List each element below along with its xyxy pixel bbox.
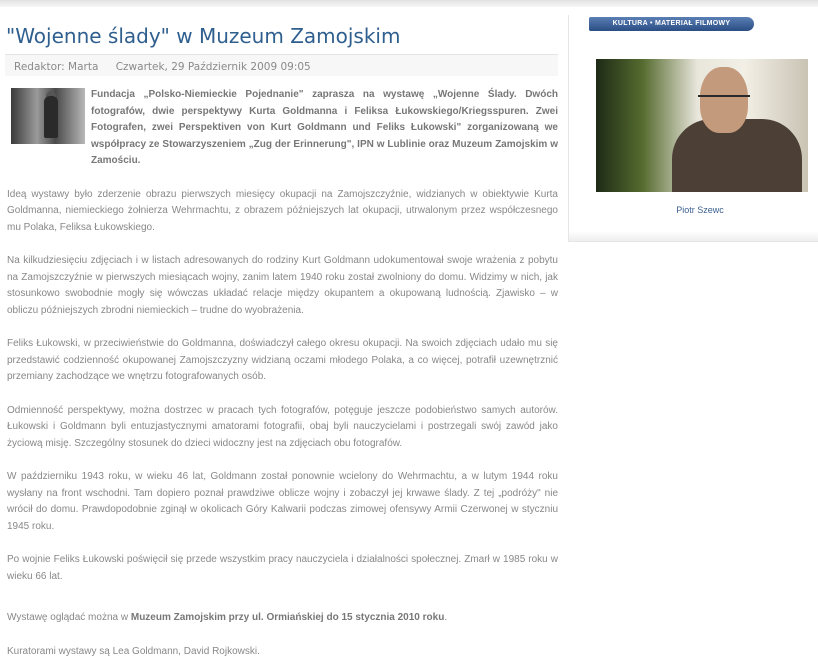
article-photo [11, 88, 85, 144]
article [5, 18, 558, 660]
paragraph-4: Odmienność perspektywy, można dostrzec w pracach tych fotografów, potęguje jeszcze podobieństwo samych autorów. Łukowski i Goldmann byli entuzjastycznymi amatorami fotografii, obaj byli nauczycielami i postrzegali swój zawód jako życiową misję. Szczególny stosunek do dzieci widoczny jest na zdjęciach obu fotografów. [7, 403, 558, 453]
paragraph-2: Na kilkudziesięciu zdjęciach i w listach adresowanych do rodziny Kurt Goldmann udokumentował swoje wrażenia z pobytu na Zamojszczyźnie w pierwszych miesiącach wojny, zanim latem 1940 roku został zwolniony do domu. Widzimy w nich, jak stosunkowo swobodnie mogły się wówczas układać relacje między okupantem a okupowaną ludnością. Zjawisko – w obliczu późniejszych zbrodni niemieckich – trudne do wyobrażenia. [7, 253, 558, 319]
author-label: Redaktor: Marta [14, 61, 98, 73]
paragraph-3: Feliks Łukowski, w przeciwieństwie do Goldmanna, doświadczył całego okresu okupacji. Na swoich zdjęciach udało mu się przedstawić codzienność okupowanej Zamojszczyzny widzianą oczami młodego Polaka, a co więcej, potrafił uzewnętrznić przemiany zachodzące we wnętrzu fotografowanych osób. [7, 336, 558, 386]
top-bar [0, 0, 818, 7]
paragraph-6: Po wojnie Feliks Łukowski poświęcił się przede wszystkim pracy nauczyciela i działalności społecznej. Zmarł w 1985 roku w wieku 66 lat. [7, 552, 558, 585]
closing-prefix: Wystawę oglądać można w [7, 612, 131, 623]
article-meta [5, 54, 558, 76]
video-person-glasses [698, 95, 750, 106]
intro-text: Fundacja „Polsko-Niemieckie Pojednanie" zaprasza na wystawę „Wojenne Ślady. Dwóch fotografów, dwie perspektywy Kurta Goldmanna i Feliksa Łukowskiego/Kriegsspuren. Zwei Fotografen, zwei Perspektiven von Kurt Goldmann und Feliks Łukowski" zorganizowaną we współpracy ze Stowarzyszeniem „Zug der Erinnerung", IPN w Lublinie oraz Muzeum Zamojskim w Zamościu. [91, 87, 558, 170]
paragraph-5: W październiku 1943 roku, w wieku 46 lat, Goldmann został ponownie wcielony do Wehrmachtu, a w lutym 1944 roku wysłany na front wschodni. Tam dopiero poznał prawdziwe oblicze wojny i zobaczył jej krwawe ślady. Z tej „podróży" nie wrócił do domu. Prawdopodobnie zginął w okolicach Góry Kalwarii podczas zimowej ofensywy Armii Czerwonej w styczniu 1945 roku. [7, 469, 558, 535]
paragraph-1: Ideą wystawy było zderzenie obrazu pierwszych miesięcy okupacji na Zamojszczyźnie, widzianych w obiektywie Kurta Goldmanna, niemieckiego żołnierza Wehrmachtu, z obrazem późniejszych lat okupacji, utrwalonym przez współczesnego mu Polaka, Feliksa Łukowskiego. [7, 187, 558, 237]
sidebar-shadow [569, 231, 818, 241]
sidebar-video-box [568, 15, 818, 242]
article-title[interactable]: "Wojenne ślady" w Muzeum Zamojskim [5, 18, 558, 54]
video-thumbnail[interactable] [596, 59, 808, 192]
closing-bold: Muzeum Zamojskim przy ul. Ormiańskiej do 15 stycznia 2010 roku [131, 612, 444, 623]
category-badge: KULTURA • MATERIAŁ FILMOWY [589, 17, 754, 31]
closing-suffix: . [444, 612, 447, 623]
article-intro [5, 87, 558, 170]
curators-paragraph: Kuratorami wystawy są Lea Goldmann, David Rojkowski. [7, 644, 558, 660]
video-caption[interactable]: Piotr Szewc [569, 205, 818, 215]
date-label: Czwartek, 29 Październik 2009 09:05 [116, 61, 311, 73]
closing-paragraph [7, 610, 558, 627]
photo-figure [44, 96, 58, 138]
